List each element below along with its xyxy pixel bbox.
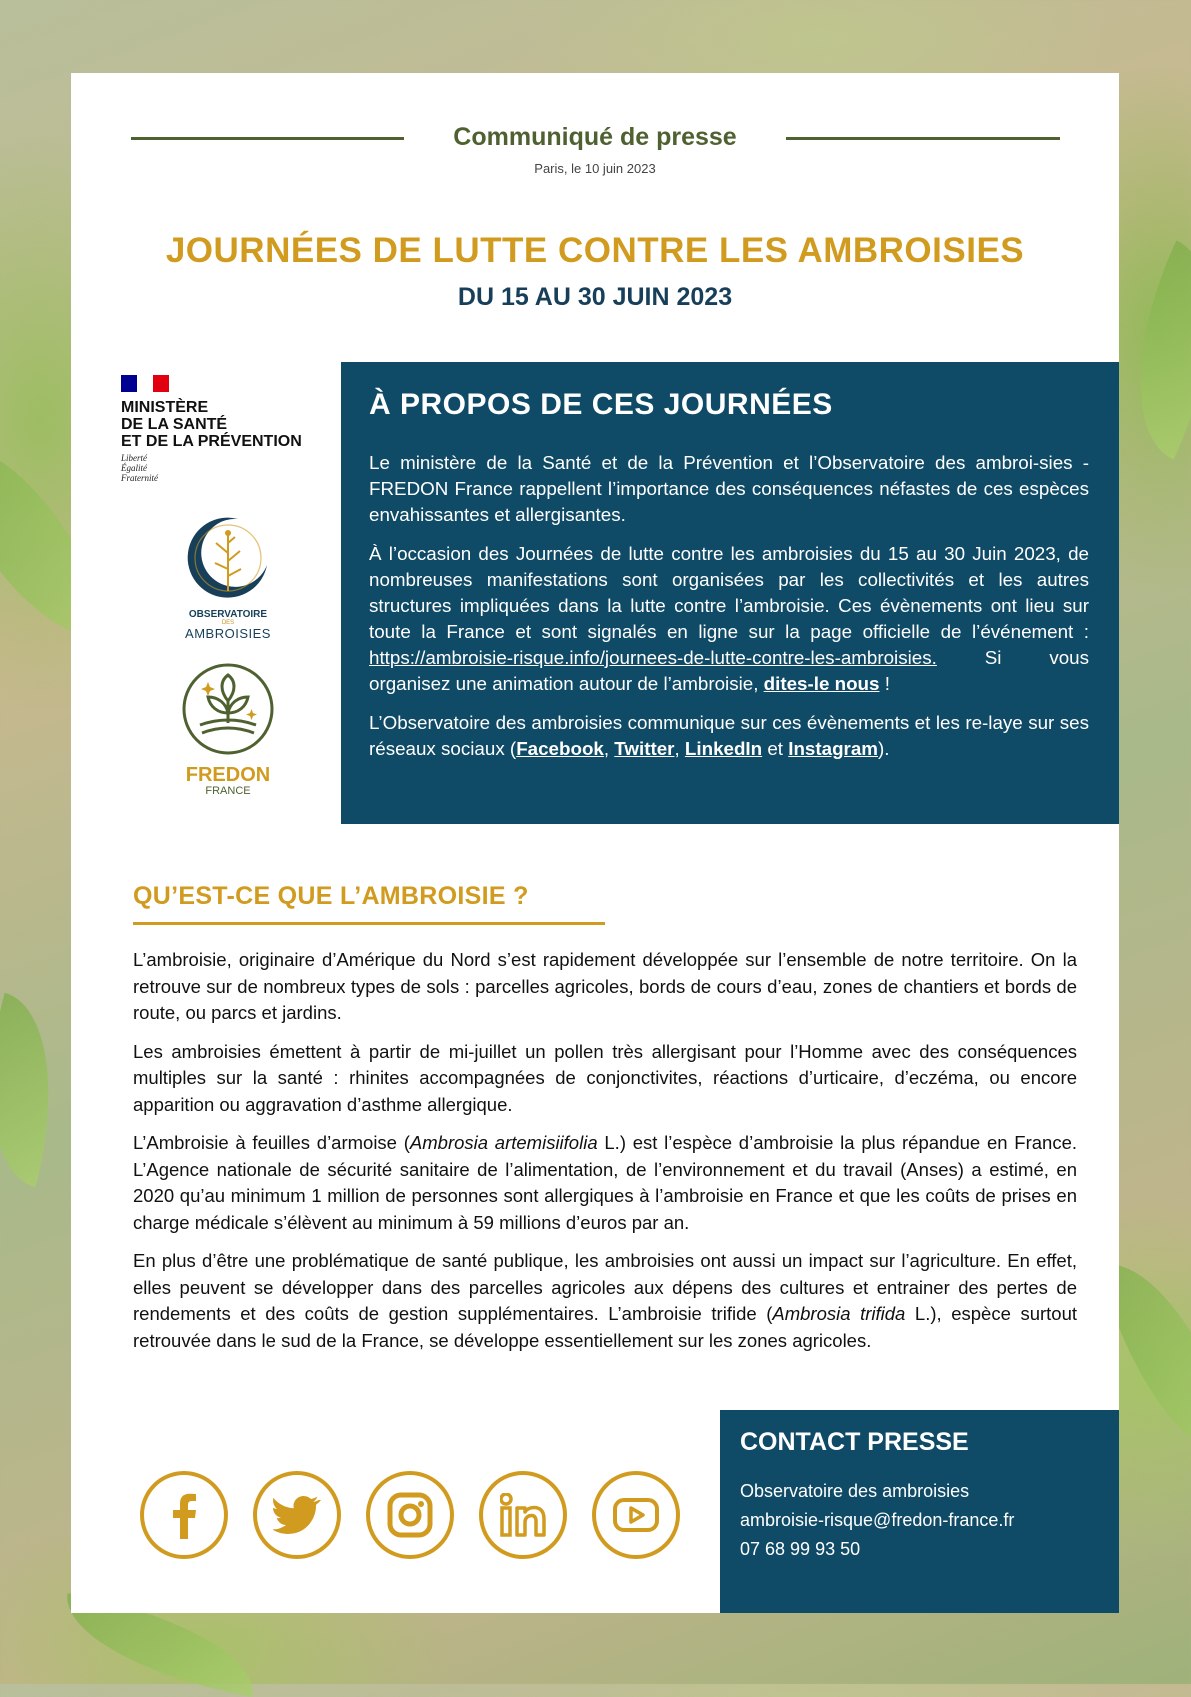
press-release-page (71, 73, 1119, 1613)
fredon-plant-icon (180, 661, 276, 757)
twitter-link[interactable]: Twitter (614, 738, 675, 759)
body-paragraph-3 (133, 1130, 1077, 1236)
background-leaf (0, 993, 82, 1188)
social-links (140, 1471, 680, 1559)
body-text: L’Ambroisie à feuilles d’armoise ( (133, 1132, 410, 1153)
ministry-name: MINISTÈRE DE LA SANTÉ ET DE LA PRÉVENTION (121, 399, 302, 450)
about-text: , (603, 738, 615, 759)
ambrosia-crescent-icon (183, 513, 273, 603)
instagram-icon[interactable] (366, 1471, 454, 1559)
fredon-sub: FRANCE (205, 785, 251, 797)
section-rule (133, 922, 605, 925)
about-text: Si vous organisez une animation autour de l’ambroisie, (369, 647, 1089, 694)
sub-title: DU 15 AU 30 JUIN 2023 (457, 283, 733, 311)
about-text: À l’occasion des Journées de lutte contre les ambroisies du 15 au 30 Juin 2023, de nombreuses manifestations sont organisées par les collectivités et les autres structures impliquées dans la lutte contre l’ambroisie. Ces évènements ont lieu sur toute la France et sont signalés en ligne sur la page officielle de l’événement : (369, 543, 1089, 642)
about-paragraph-1: Le ministère de la Santé et de la Prévention et l’Observatoire des ambroi-sies - FREDON France rappellent l’importance des conséquences néfastes de ces espèces envahissantes et allergisantes. (369, 452, 1089, 525)
observatory-des: DES (221, 620, 235, 626)
dites-le-nous-link[interactable]: dites-le nous (763, 673, 880, 694)
section-body (133, 947, 1077, 1366)
body-text: En plus d’être une problématique de santé publique, les ambroisies ont aussi un impact sur l’agriculture. En effet, elles peuvent se développer dans des parcelles agricoles aux dépens des cultures et entrainer des pertes de rendements et des coûts de gestion supplémentaires. L’ambroisie trifide ( (133, 1250, 1077, 1324)
french-flag-icon (121, 375, 169, 392)
about-paragraph-2 (369, 541, 1089, 697)
facebook-link[interactable]: Facebook (516, 738, 604, 759)
twitter-icon[interactable] (253, 1471, 341, 1559)
observatory-label: OBSERVATOIRE (188, 609, 268, 620)
species-name: Ambrosia trifida (772, 1303, 906, 1324)
observatory-ambroisies: AMBROISIES (185, 626, 271, 641)
contact-email[interactable]: ambroisie-risque@fredon-france.fr (740, 1510, 1015, 1530)
about-text: ! (879, 673, 890, 694)
ministry-logo (121, 375, 331, 483)
body-paragraph-2: Les ambroisies émettent à partir de mi-juillet un pollen très allergisant pour l’Homme avec des conséquences multiples sur la santé : rhinites accompagnées de conjonctivites, réactions d’urticaire, d’eczéma, ou encore apparition ou aggravation d’asthme allergique. (133, 1040, 1077, 1115)
body-text: L.) est l’espèce d’ambroisie la plus répandue en France. L’Agence nationale de sécurité sanitaire de l’alimentation, de l’environnement et du travail (Anses) a estimé, en 2020 qu’au minimum 1 million de personnes sont allergiques à l’ambroisie en France et que les coûts de prises en charge médicale s’élèvent au minimum à 59 millions d’euros par an. (133, 1132, 1078, 1233)
about-text: et (762, 738, 789, 759)
ministry-motto: Liberté Égalité Fraternité (121, 453, 158, 483)
section-title: QU’EST-CE QUE L’AMBROISIE ? (133, 882, 529, 910)
linkedin-link[interactable]: LinkedIn (684, 738, 763, 759)
press-release-label: Communiqué de presse (453, 123, 737, 151)
fredon-logo (168, 661, 288, 797)
press-release-date: Paris, le 10 juin 2023 (534, 161, 656, 176)
facebook-icon[interactable] (140, 1471, 228, 1559)
about-text: ). (878, 738, 890, 759)
linkedin-icon[interactable] (479, 1471, 567, 1559)
fredon-name: FREDON (185, 764, 271, 786)
event-page-link[interactable]: https://ambroisie-risque.info/journees-de-lutte-contre-les-ambroisies. (369, 647, 937, 668)
main-title: JOURNÉES DE LUTTE CONTRE LES AMBROISIES (165, 231, 1025, 270)
about-text: L’Observatoire des ambroisies communique sur ces évènements et les re-laye sur ses réseaux sociaux ( (369, 712, 1089, 759)
about-text: , (674, 738, 685, 759)
youtube-icon[interactable] (592, 1471, 680, 1559)
contact-organization: Observatoire des ambroisies (740, 1481, 970, 1501)
contact-title: CONTACT PRESSE (740, 1428, 969, 1456)
instagram-link[interactable]: Instagram (788, 738, 878, 759)
contact-box (720, 1410, 1119, 1613)
about-box (341, 362, 1119, 824)
body-paragraph-4 (133, 1248, 1077, 1354)
contact-phone[interactable]: 07 68 99 93 50 (740, 1539, 861, 1559)
observatory-logo (168, 513, 288, 641)
about-paragraph-3 (369, 710, 1089, 762)
species-name: Ambrosia artemisiifolia (409, 1132, 598, 1153)
body-text: L.), espèce surtout retrouvée dans le sud de la France, se développe essentiellement sur les zones agricoles. (133, 1303, 1077, 1351)
about-title: À PROPOS DE CES JOURNÉES (369, 388, 833, 421)
body-paragraph-1: L’ambroisie, originaire d’Amérique du Nord s’est rapidement développée sur l’ensemble de notre territoire. On la retrouve sur de nombreux types de sols : parcelles agricoles, bords de cours d’eau, zones de chantiers et bords de route, ou parcs et jardins. (133, 949, 1077, 1023)
